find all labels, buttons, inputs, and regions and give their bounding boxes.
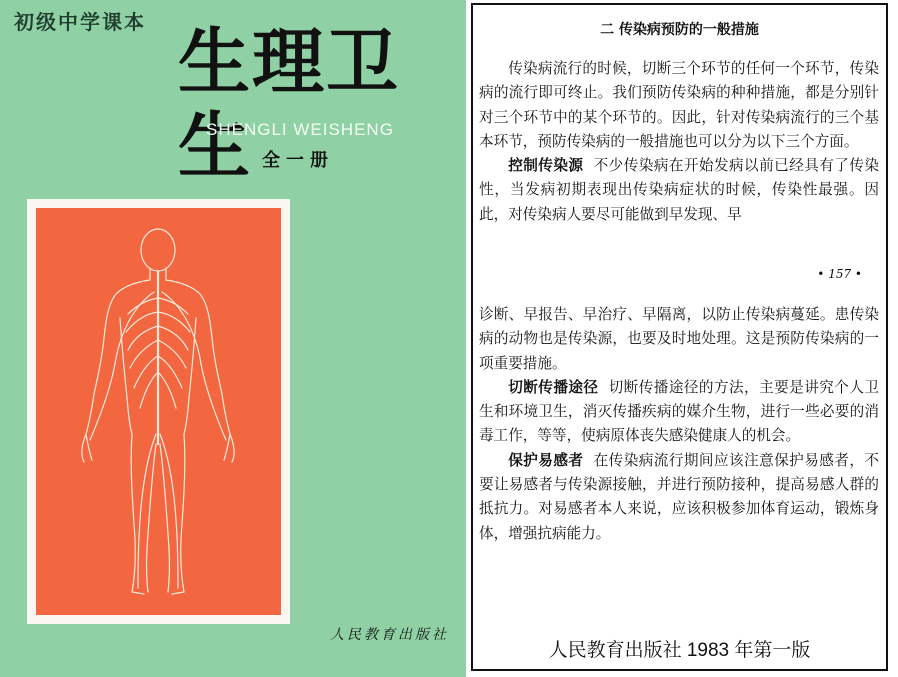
- volume-label: 全一册: [262, 150, 334, 171]
- cut-route-paragraph: [479, 376, 879, 449]
- publisher-signature: 人民教育出版社: [330, 627, 449, 643]
- control-source-paragraph: [479, 154, 879, 227]
- page-number: • 157 •: [817, 267, 862, 281]
- textbook-page: [471, 3, 888, 671]
- intro-paragraph: 传染病流行的时候，切断三个环节的任何一个环节，传染病的流行即可终止。我们预防传染病的种种措施，都是分别针对三个环节中的某个环节的。因此，针对传染病流行的三个基本环节，预防传染病的一般措施也可以分为以下三个方面。: [479, 60, 879, 150]
- edition-caption: 人民教育出版社 1983 年第一版: [548, 640, 811, 661]
- control-source-term: 控制传染源: [508, 157, 584, 175]
- control-source-text: 不少传染病在开始发病以前已经具有了传染性，当发病初期表现出传染病症状的时候，传染性最强。因此，对传染病人要尽可能做到早发现、早: [479, 157, 879, 223]
- protect-susceptible-text: 在传染病流行期间应该注意保护易感者，不要让易感者与传染源接触，并进行预防接种，提高易感人群的抵抗力。对易感者本人来说，应该积极参加体育运动，锻炼身体，增强抗病能力。: [479, 451, 879, 542]
- section-heading: 二 传染病预防的一般措施: [600, 22, 759, 38]
- series-label: 初级中学课本: [14, 10, 146, 34]
- control-source-continued: 诊断、早报告、早治疗、早隔离，以防止传染病蔓延。患传染病的动物也是传染源，也要及时地处理。这是预防传染病的一项重要措施。: [479, 306, 879, 372]
- illustration-panel: [36, 208, 281, 615]
- nervous-system-figure-icon: [36, 208, 281, 615]
- cut-route-text: 切断传播途径的方法，主要是讲究个人卫生和环境卫生，消灭传播疾病的媒介生物，进行一些必要的消毒工作，等等，使病原体丧失感染健康人的机会。: [479, 378, 879, 445]
- book-title: 生理卫生: [178, 20, 401, 188]
- cut-route-term: 切断传播途径: [508, 378, 599, 396]
- lower-text-block: [479, 303, 879, 546]
- protect-susceptible-paragraph: [479, 449, 879, 546]
- protect-susceptible-term: 保护易感者: [508, 451, 584, 469]
- upper-text-block: [479, 57, 879, 227]
- pinyin-title: SHENGLI WEISHENG: [206, 120, 394, 139]
